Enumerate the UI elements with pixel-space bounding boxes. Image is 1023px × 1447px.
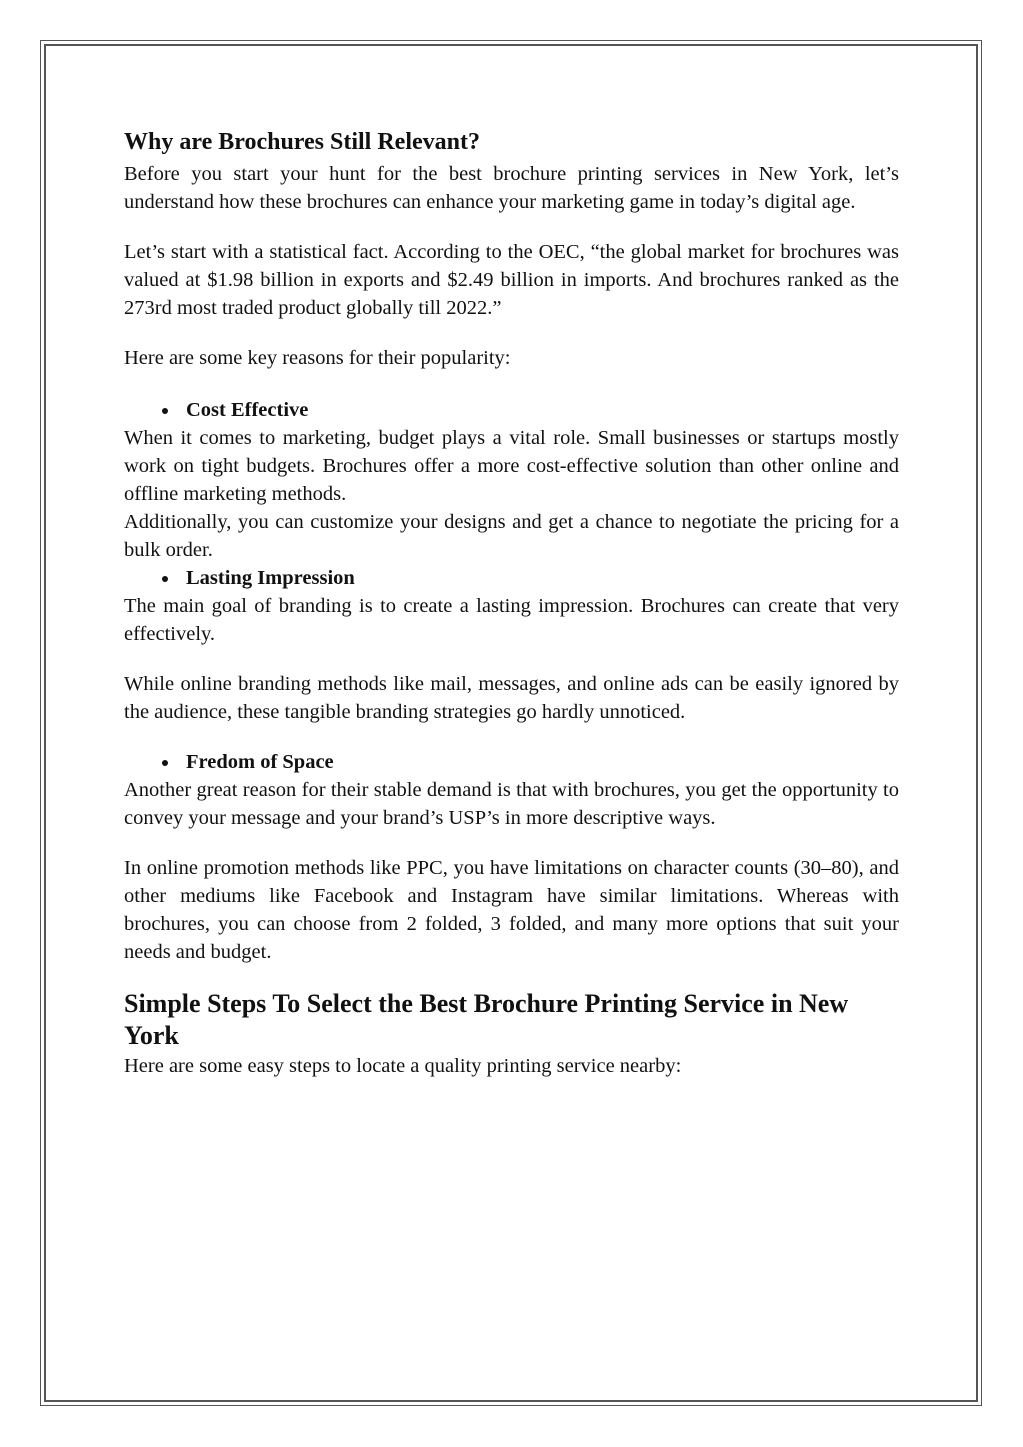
bullet-icon	[162, 760, 168, 766]
section-heading-why-brochures: Why are Brochures Still Relevant?	[124, 129, 480, 155]
statistic-paragraph: Let’s start with a statistical fact. According to the OEC, “the global market for brochures was valued at $1.98 billion in exports and $2.49 billion in imports. And brochures ranked as the 273rd most traded product globally till 2022.”	[124, 241, 899, 319]
reason-list-cost	[124, 396, 899, 424]
bullet-label: Lasting Impression	[186, 567, 355, 589]
bullet-icon	[162, 408, 168, 414]
lasting-impression-paragraph: The main goal of branding is to create a lasting impression. Brochures can create that very effectively.	[124, 595, 899, 645]
cost-effective-paragraph-2: Additionally, you can customize your designs and get a chance to negotiate the pricing for a bulk order.	[124, 511, 899, 561]
bullet-item-lasting-impression	[124, 564, 899, 592]
bullet-icon	[162, 576, 168, 582]
bullet-label: Cost Effective	[186, 399, 309, 421]
bullet-label: Fredom of Space	[186, 751, 334, 773]
document-body	[124, 124, 899, 1080]
lasting-impression-paragraph-2: While online branding methods like mail, messages, and online ads can be easily ignored by the audience, these tangible branding strategies go hardly unnoticed.	[124, 673, 899, 723]
reason-list-space	[124, 748, 899, 776]
steps-intro-paragraph: Here are some easy steps to locate a quality printing service nearby:	[124, 1055, 682, 1077]
section-heading-simple-steps: Simple Steps To Select the Best Brochure Printing Service in New York	[124, 989, 849, 1050]
cost-effective-paragraph: When it comes to marketing, budget plays a vital role. Small businesses or startups mostly work on tight budgets. Brochures offer a more cost-effective solution than other online and offline marketing methods.	[124, 427, 899, 505]
reasons-intro-paragraph: Here are some key reasons for their popularity:	[124, 347, 511, 369]
reason-list-impression	[124, 564, 899, 592]
freedom-of-space-paragraph: Another great reason for their stable demand is that with brochures, you get the opportunity to convey your message and your brand’s USP’s in more descriptive ways.	[124, 779, 899, 829]
freedom-of-space-paragraph-2: In online promotion methods like PPC, you have limitations on character counts (30–80), and other mediums like Facebook and Instagram have similar limitations. Whereas with brochures, you can choose from 2 folded, 3 folded, and many more options that suit your needs and budget.	[124, 857, 899, 963]
bullet-item-fredom-of-space	[124, 748, 899, 776]
bullet-item-cost-effective	[124, 396, 899, 424]
intro-paragraph: Before you start your hunt for the best brochure printing services in New York, let’s understand how these brochures can enhance your marketing game in today’s digital age.	[124, 163, 899, 213]
